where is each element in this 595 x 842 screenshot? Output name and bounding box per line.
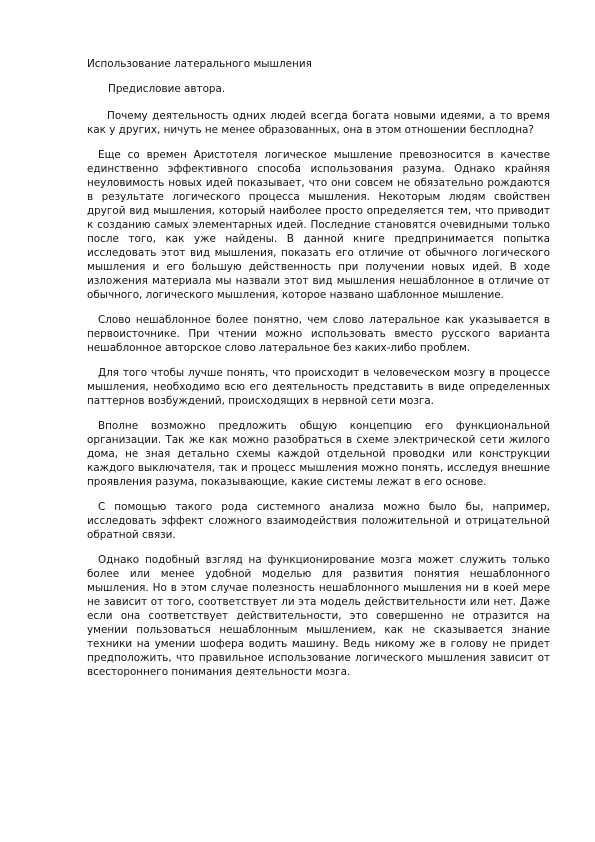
paragraph-3: Слово нешаблонное более понятно, чем слово латеральное как указывается в первоисточнике. При чтении можно использовать вместо русского варианта нешаблонное авторское слово латеральное без каких-либо проблем. [87, 314, 550, 354]
body-text [87, 109, 550, 690]
document-title: Использование латерального мышления [87, 58, 312, 70]
paragraph-4: Для того чтобы лучше понять, что происходит в человеческом мозгу в процессе мышления, необходимо всю его деятельность представить в виде определенных паттернов возбуждений, происходящих в нервной сети мозга. [87, 367, 550, 407]
paragraph-1: Почему деятельность одних людей всегда богата новыми идеями, а то время как у других, ничуть не менее образованных, она в этом отношении бесплодна? [87, 110, 550, 136]
preface-heading: Предисловие автора. [108, 83, 226, 95]
paragraph-7: Однако подобный взгляд на функционирование мозга может служить только более или менее удобной моделью для развития понятия нешаблонного мышления. Но в этом случае полезность нешаблонного мышления ни в коей мере не зависит от того, соответствует ли эта модель действительности или нет. Даже если она соответствует действительности, это совершенно не отразится на умении пользоваться нешаблонным мышлением, как не сказывается знание техники на умении шофера водить машину. Ведь никому же в голову не придет предположить, что правильное использование логического мышления зависит от всестороннего понимания деятельности мозга. [87, 554, 550, 678]
paragraph-6: С помощью такого рода системного анализа можно было бы, например, исследовать эффект сложного взаимодействия положительной и отрицательной обратной связи. [87, 501, 550, 541]
paragraph-2: Еще со времен Аристотеля логическое мышление превозносится в качестве единственно эффективного способа использования разума. Однако крайняя неуловимость новых идей показывает, что они совсем не обязательно рождаются в результате логического процесса мышления. Некоторым людям свойствен другой вид мышления, который наиболее просто определяется тем, что приводит к созданию самых элементарных идей. Последние становятся очевидными только после того, как уже найдены. В данной книге предпринимается попытка исследовать этот вид мышления, показать его отличие от обычного логического мышления и его большую действенность при получении новых идей. В ходе изложения материала мы назвали этот вид мышления нешаблонное в отличие от обычного, логического мышления, которое названо шаблонное мышление. [87, 149, 550, 301]
paragraph-5: Вполне возможно предложить общую концепцию его функциональной организации. Так же как можно разобраться в схеме электрической сети жилого дома, не зная детально схемы каждой отдельной проводки или конструкции каждого выключателя, так и процесс мышления можно понять, исследуя внешние проявления разума, показывающие, какие системы лежат в его основе. [87, 420, 550, 488]
